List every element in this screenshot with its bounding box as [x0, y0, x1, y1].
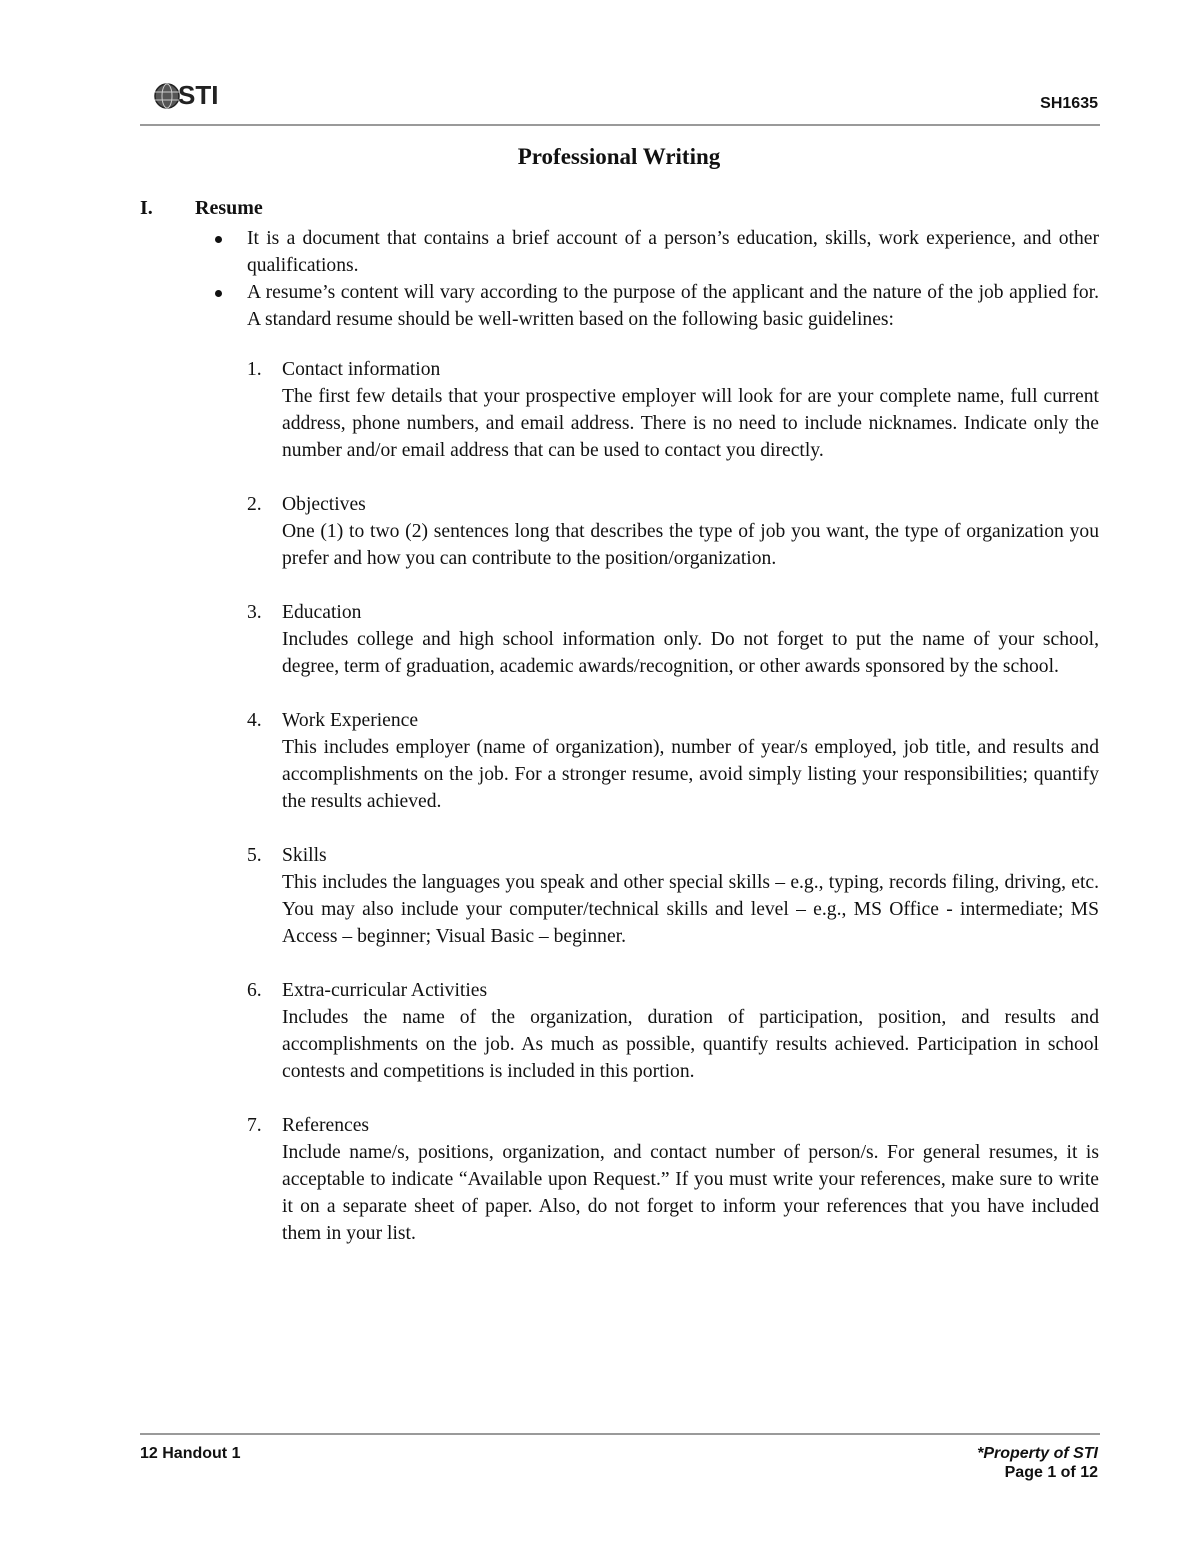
bullet-text: It is a document that contains a brief account of a person’s education, skills, work experience, and other qualifications. — [247, 228, 1099, 276]
page-header — [140, 76, 1100, 126]
item-text: This includes the languages you speak and other special skills – e.g., typing, records filing, driving, etc. You may also include your computer/technical skills and level – e.g., MS Office - intermediate; MS Access – beginner; Visual Basic – beginner. — [282, 872, 1099, 947]
list-item — [247, 1112, 1099, 1247]
list-item — [247, 842, 1099, 950]
item-number: 7. — [247, 1115, 262, 1136]
item-heading: Skills — [282, 845, 327, 866]
page-footer — [140, 1433, 1100, 1485]
item-text: One (1) to two (2) sentences long that describes the type of job you want, the type of organization you prefer and how you can contribute to the position/organization. — [282, 521, 1099, 569]
handout-label: 12 Handout 1 — [140, 1445, 241, 1462]
item-heading: References — [282, 1115, 370, 1136]
section-number: I. — [140, 197, 153, 219]
item-number: 3. — [247, 602, 262, 623]
item-number: 4. — [247, 710, 262, 731]
bullet-item — [212, 225, 1099, 279]
bullet-item — [212, 279, 1099, 333]
item-heading: Extra-curricular Activities — [282, 980, 488, 1001]
item-number: 6. — [247, 980, 262, 1001]
item-text: Includes the name of the organization, duration of participation, position, and results and accomplishments on the job. As much as possible, quantify results achieved. Participation in school contests and competitions is included in this portion. — [282, 1007, 1099, 1082]
document-code: SH1635 — [1040, 95, 1098, 112]
sti-logo — [152, 80, 218, 111]
item-heading: Work Experience — [282, 710, 419, 731]
guidelines-list — [212, 356, 1099, 1247]
footer-right — [977, 1444, 1098, 1482]
section-content — [212, 225, 1099, 1274]
section-heading — [140, 197, 263, 220]
item-text: Include name/s, positions, organization, and contact number of person/s. For general resumes, it is acceptable to indicate “Available upon Request.” If you must write your references, make sure to write it on a separate sheet of paper. Also, do not forget to inform your references that you have included them in your list. — [282, 1142, 1099, 1244]
item-text: This includes employer (name of organization), number of year/s employed, job title, and results and accomplishments on the job. For a stronger resume, avoid simply listing your responsibilities; quantify the results achieved. — [282, 737, 1099, 812]
item-number: 1. — [247, 359, 262, 380]
item-text: Includes college and high school information only. Do not forget to put the name of your school, degree, term of graduation, academic awards/recognition, or other awards sponsored by the school. — [282, 629, 1099, 677]
item-heading: Objectives — [282, 494, 366, 515]
list-item — [247, 707, 1099, 815]
property-notice: *Property of STI — [977, 1445, 1098, 1462]
item-text: The first few details that your prospective employer will look for are your complete name, full current address, phone numbers, and email address. There is no need to include nicknames. Indicate only the number and/or email address that can be used to contact you directly. — [282, 386, 1099, 461]
item-number: 2. — [247, 494, 262, 515]
section-title: Resume — [195, 197, 263, 219]
page-title: Professional Writing — [517, 144, 721, 169]
item-number: 5. — [247, 845, 262, 866]
list-item — [247, 491, 1099, 572]
item-heading: Contact information — [282, 359, 441, 380]
list-item — [247, 356, 1099, 464]
list-item — [247, 977, 1099, 1085]
item-heading: Education — [282, 602, 362, 623]
logo-text: STI — [178, 80, 219, 110]
list-item — [247, 599, 1099, 680]
page-number: Page 1 of 12 — [1004, 1464, 1098, 1481]
bullet-text: A resume’s content will vary according to the purpose of the applicant and the nature of the job applied for. A standard resume should be well-written based on the following basic guidelines: — [247, 282, 1099, 330]
